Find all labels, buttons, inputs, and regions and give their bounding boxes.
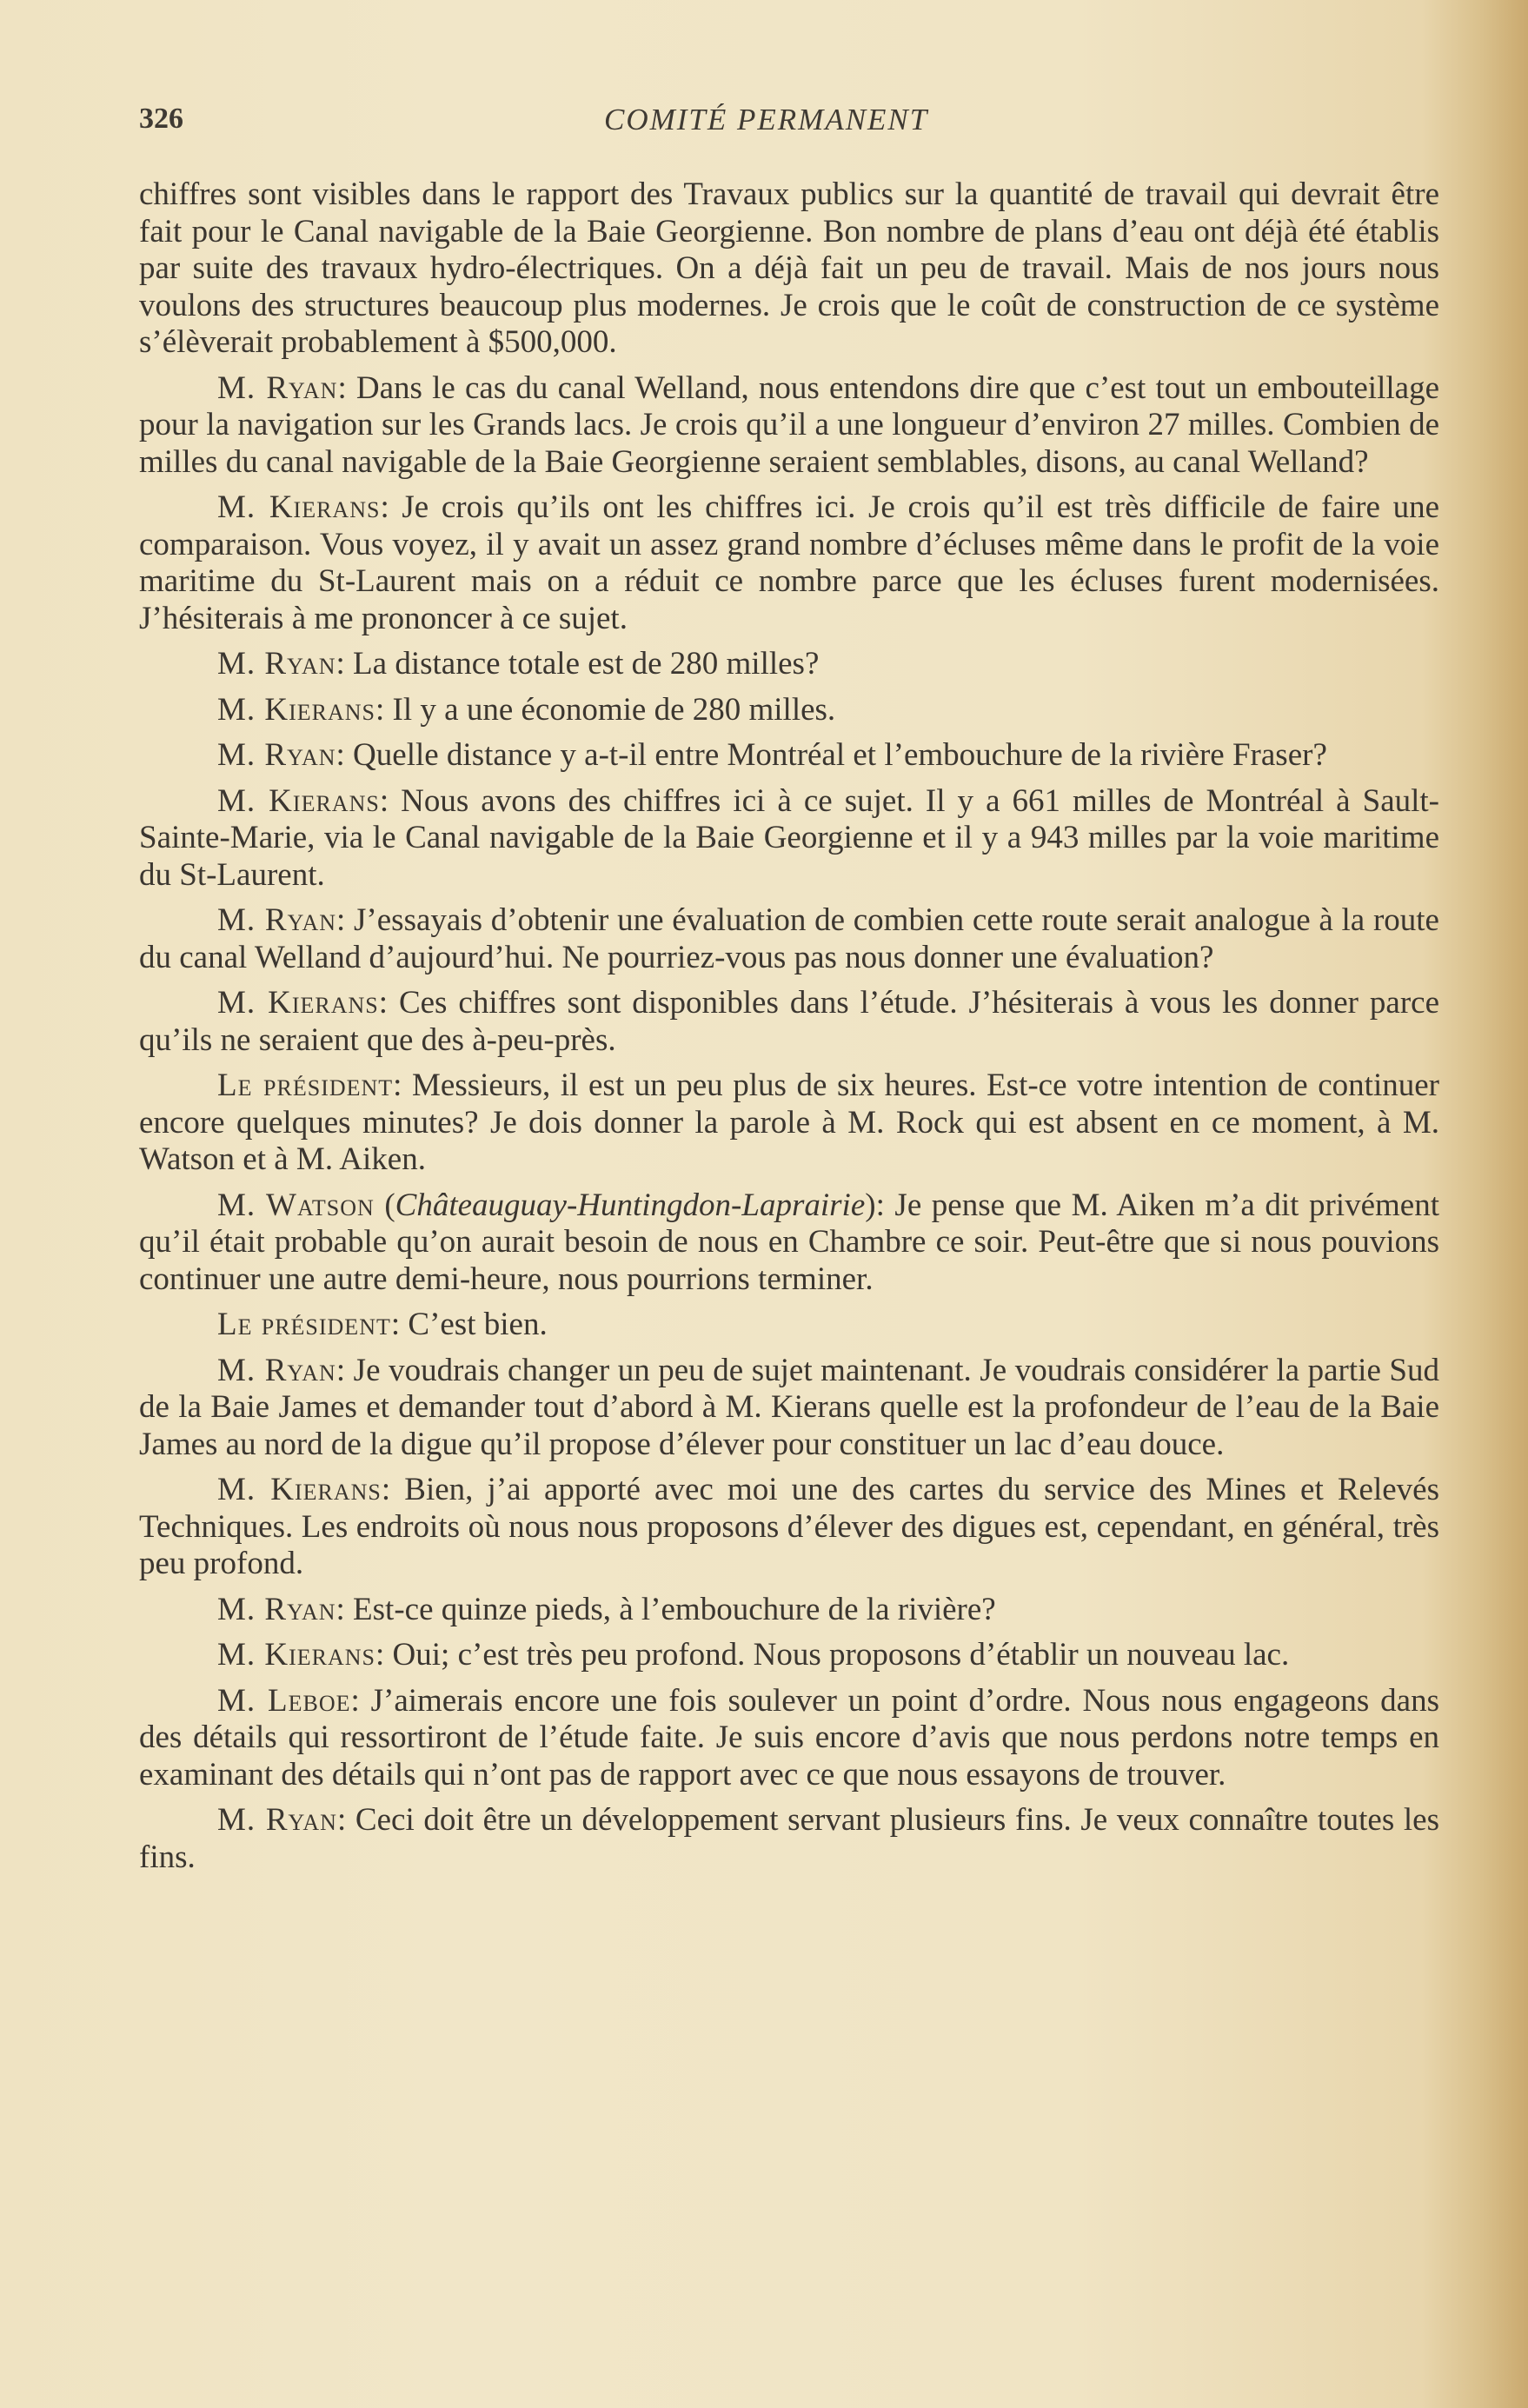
paragraph	[139, 489, 1439, 637]
speaker-name: M. Kierans	[217, 1637, 376, 1673]
paragraph-text: ): Je pense que M. Aiken m’a dit privément qu’il était probable qu’on aurait besoin de nous en Chambre ce soir. Peut-être que si nous pouvions continuer une autre demi-heure, nous pourrions terminer.	[139, 1187, 1439, 1297]
speaker-name: M. Kierans	[217, 489, 381, 525]
paragraph-text: : Ces chiffres sont disponibles dans l’étude. J’hésiterais à vous les donner parce qu’ils ne seraient que des à-peu-près.	[139, 985, 1439, 1058]
speaker-name: M. Ryan	[217, 646, 336, 682]
paragraph-text: : C’est bien.	[390, 1307, 548, 1342]
paragraph	[139, 1637, 1439, 1674]
speaker-name: M. Ryan	[217, 369, 338, 406]
paragraph-text: : Messieurs, il est un peu plus de six heures. Est-ce votre intention de continuer encore quelques minutes? Je dois donner la parole à M. Rock qui est absent en ce moment, à M. Watson et à M. Aiken.	[139, 1068, 1439, 1177]
paragraph	[139, 783, 1439, 895]
speaker-name: M. Ryan	[217, 902, 337, 938]
paragraph: M. Watson (Châteauguay-Huntingdon-Laprairie): Je pense que M. Aiken m’a dit privément qu’il était probable qu’on aurait besoin de nous en Chambre ce soir. Peut-être que si nous pouvions continuer une autre demi-heure, nous pourrions terminer.	[139, 1187, 1439, 1297]
paragraph-text: : Ceci doit être un développement servant plusieurs fins. Je veux connaître toutes les fins.	[139, 1802, 1440, 1875]
speaker-name: M. Ryan	[217, 737, 336, 773]
paragraph	[139, 370, 1439, 482]
speaker-name: M. Ryan	[217, 1352, 336, 1388]
paragraph-text: : Je voudrais changer un peu de sujet maintenant. Je voudrais considérer la partie Sud de la Baie James et demander tout d’abord à M. Kierans quelle est la profondeur de l’eau de la Baie James au nord de la digue qu’il propose d’élever pour constituer un lac d’eau douce.	[139, 1352, 1440, 1462]
paragraph	[139, 1068, 1439, 1179]
paragraph	[139, 1802, 1439, 1876]
speaker-name: M. Leboe	[217, 1682, 351, 1719]
speaker-name: M. Kierans	[217, 691, 376, 728]
paragraph-text: : Nous avons des chiffres ici à ce sujet. Il y a 661 milles de Montréal à Sault-Sainte-Marie, via le Canal navigable de la Baie Georgienne et il y a 943 milles par la voie maritime du St-Laurent.	[139, 782, 1440, 893]
paragraph-text: : Bien, j’ai apporté avec moi une des cartes du service des Mines et Relevés Techniques. Les endroits où nous nous proposons d’élever des digues est, cependant, en général, très peu profond.	[139, 1472, 1439, 1581]
speaker-name: M. Kierans	[217, 985, 379, 1021]
paragraph-text: : Quelle distance y a-t-il entre Montréal et l’embouchure de la rivière Fraser?	[335, 737, 1327, 773]
running-title: COMITÉ PERMANENT	[604, 103, 929, 136]
body-text	[139, 176, 1439, 1885]
paragraph-text: : Est-ce quinze pieds, à l’embouchure de la rivière?	[335, 1591, 996, 1627]
paragraph	[139, 1307, 1439, 1344]
paragraph	[139, 1592, 1439, 1629]
speaker-name: M. Kierans	[217, 1472, 382, 1507]
page-header	[139, 103, 1443, 146]
paragraph-text: chiffres sont visibles dans le rapport des Travaux publics sur la quantité de travail qui devrait être fait pour le Canal navigable de la Baie Georgienne. Bon nombre de plans d’eau ont déjà été établis par suite des travaux hydro-électriques. On a déjà fait un peu de travail. Mais de nos jours nous voulons des structures beaucoup plus modernes. Je crois que le coût de construction de ce système s’élèverait probablement à $500,000.	[139, 176, 1439, 360]
speaker-name: Le président	[217, 1307, 391, 1342]
paragraph	[139, 176, 1439, 362]
paragraph-text: : La distance totale est de 280 milles?	[335, 646, 820, 682]
paragraph	[139, 692, 1439, 729]
paragraph-text: : Je crois qu’ils ont les chiffres ici. Je crois qu’il est très difficile de faire une comparaison. Vous voyez, il y avait un assez grand nombre d’écluses même dans le profit de la voie maritime du St-Laurent mais on a réduit ce nombre parce que les écluses furent modernisées. J’hésiterais à me prononcer à ce sujet.	[139, 489, 1440, 636]
paragraph	[139, 646, 1439, 683]
speaker-name: M. Ryan	[217, 1802, 337, 1838]
paragraph-text: : J’aimerais encore une fois soulever un point d’ordre. Nous nous engageons dans des détails qui ressortiront de l’étude faite. Je suis encore d’avis que nous perdons notre temps en examinant des détails qui n’ont pas de rapport avec ce que nous essayons de trouver.	[139, 1682, 1439, 1793]
page-number: 326	[139, 103, 183, 135]
paragraph-text: : Dans le cas du canal Welland, nous entendons dire que c’est tout un embouteillage pour la navigation sur les Grands lacs. Je crois qu’il a une longueur d’environ 27 milles. Combien de milles du canal navigable de la Baie Georgienne seraient semblables, disons, au canal Welland?	[139, 369, 1439, 480]
riding-name: Châteauguay-Huntingdon-Laprairie	[395, 1187, 866, 1223]
paragraph	[139, 737, 1439, 775]
speaker-name: M. Ryan	[217, 1591, 336, 1627]
paragraph-text: : Oui; c’est très peu profond. Nous proposons d’établir un nouveau lac.	[375, 1637, 1290, 1673]
paragraph	[139, 985, 1439, 1059]
paragraph-text: : J’essayais d’obtenir une évaluation de combien cette route serait analogue à la route du canal Welland d’aujourd’hui. Ne pourriez-vous pas nous donner une évaluation?	[139, 902, 1439, 975]
speaker-name: M. Kierans	[217, 782, 380, 819]
paragraph	[139, 1472, 1439, 1583]
paragraph	[139, 902, 1439, 976]
speaker-name: Le président	[217, 1068, 394, 1103]
paragraph	[139, 1353, 1439, 1464]
paragraph-text: : Il y a une économie de 280 milles.	[375, 691, 836, 728]
paragraph	[139, 1683, 1439, 1794]
speaker-name: M. Watson	[217, 1187, 375, 1223]
